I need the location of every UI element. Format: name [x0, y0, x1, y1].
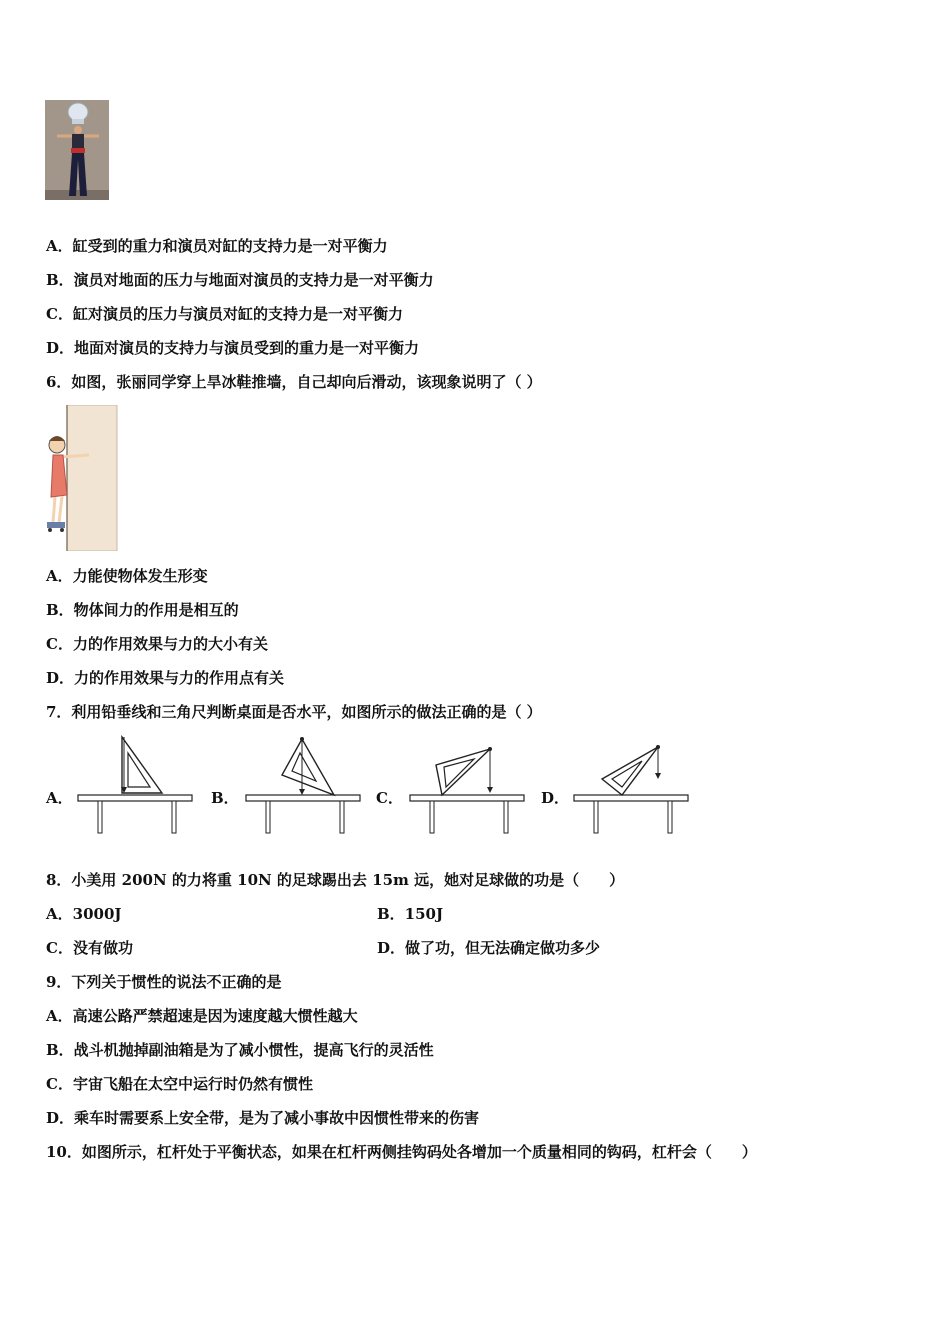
q7-label-c: C． [376, 789, 403, 807]
q6-stem: 6．如图，张丽同学穿上旱冰鞋推墙，自己却向后滑动，该现象说明了（ ） [46, 373, 542, 391]
q8-option-a: A．3000J [46, 905, 122, 923]
performer-photo [45, 100, 109, 200]
q5-option-a: A．缸受到的重力和演员对缸的支持力是一对平衡力 [46, 237, 388, 255]
q6-option-b: B．物体间力的作用是相互的 [46, 601, 239, 619]
girl-pushing-wall-figure [45, 405, 121, 551]
q7-figure-b [244, 735, 362, 835]
q8-stem: 8．小美用 200N 的力将重 10N 的足球踢出去 15m 远，她对足球做的功是（ ） [46, 871, 625, 889]
q5-option-c: C．缸对演员的压力与演员对缸的支持力是一对平衡力 [46, 305, 403, 323]
q5-option-b: B．演员对地面的压力与地面对演员的支持力是一对平衡力 [46, 271, 434, 289]
q9-stem: 9．下列关于惯性的说法不正确的是 [46, 973, 282, 991]
q7-figure-d [572, 735, 690, 835]
q10-stem: 10．如图所示，杠杆处于平衡状态，如果在杠杆两侧挂钩码处各增加一个质量相同的钩码，杠杆会（ ） [46, 1143, 757, 1161]
q9-option-a: A．高速公路严禁超速是因为速度越大惯性越大 [46, 1007, 358, 1025]
q9-option-b: B．战斗机抛掉副油箱是为了减小惯性，提高飞行的灵活性 [46, 1041, 434, 1059]
q7-label-a: A． [46, 789, 73, 807]
q9-option-c: C．宇宙飞船在太空中运行时仍然有惯性 [46, 1075, 313, 1093]
q7-label-b: B． [211, 789, 239, 807]
q8-option-b: B．150J [377, 905, 444, 923]
q6-option-d: D．力的作用效果与力的作用点有关 [46, 669, 285, 687]
q7-label-d: D． [541, 789, 570, 807]
q7-figure-c [408, 735, 526, 835]
q8-option-c: C．没有做功 [46, 939, 133, 957]
q6-option-c: C．力的作用效果与力的大小有关 [46, 635, 268, 653]
q5-option-d: D．地面对演员的支持力与演员受到的重力是一对平衡力 [46, 339, 420, 357]
q6-option-a: A．力能使物体发生形变 [46, 567, 208, 585]
q8-option-d: D．做了功，但无法确定做功多少 [377, 939, 601, 957]
q7-figure-a [76, 735, 194, 835]
q9-option-d: D．乘车时需要系上安全带，是为了减小事故中因惯性带来的伤害 [46, 1109, 480, 1127]
q7-stem: 7．利用铅垂线和三角尺判断桌面是否水平，如图所示的做法正确的是（ ） [46, 703, 542, 721]
